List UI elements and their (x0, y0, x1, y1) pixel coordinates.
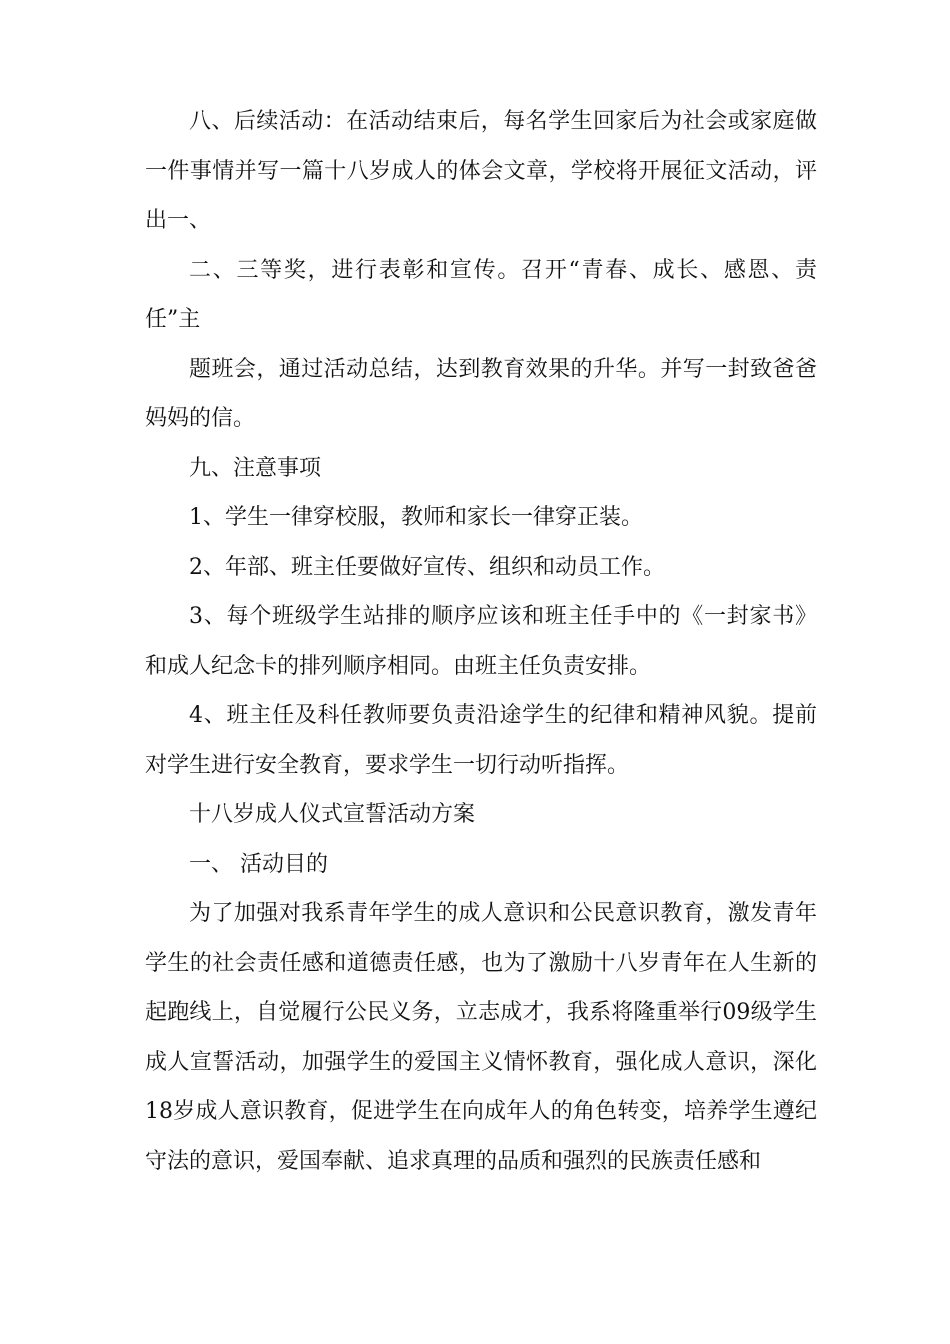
paragraph-class-meeting: 题班会，通过活动总结，达到教育效果的升华。并写一封致爸爸妈妈的信。 (145, 356, 817, 431)
paragraph-follow-up-activities: 八、后续活动：在活动结束后，每名学生回家后为社会或家庭做一件事情并写一篇十八岁成人的体会文章，学校将开展征文活动，评出一、 (145, 109, 817, 233)
paragraph-awards: 二、三等奖，进行表彰和宣传。召开“青春、成长、感恩、责任”主 (145, 257, 817, 332)
paragraph-note-2: 2、年部、班主任要做好宣传、组织和动员工作。 (189, 554, 665, 580)
document-body (145, 97, 817, 1186)
paragraph-note-1: 1、学生一律穿校服，教师和家长一律穿正装。 (189, 505, 643, 530)
heading-purpose: 一、 活动目的 (189, 851, 328, 877)
paragraph-purpose: 为了加强对我系青年学生的成人意识和公民意识教育，激发青年学生的社会责任感和道德责任感，也为了激励十八岁青年在人生新的起跑线上，自觉履行公民义务，立志成才，我系将隆重举行09级学生成人宣誓活动，加强学生的爱国主义情怀教育，强化成人意识，深化18岁成人意识教育，促进学生在向成年人的角色转变，培养学生遵纪守法的意识，爱国奉献、追求真理的品质和强烈的民族责任感和 (145, 901, 817, 1174)
heading-notes: 九、注意事项 (189, 455, 322, 481)
paragraph-note-4: 4、班主任及科任教师要负责沿途学生的纪律和精神风貌。提前对学生进行安全教育，要求学生一切行动听指挥。 (145, 703, 817, 778)
section-title: 十八岁成人仪式宣誓活动方案 (189, 802, 476, 827)
paragraph-note-3: 3、每个班级学生站排的顺序应该和班主任手中的《一封家书》和成人纪念卡的排列顺序相同。由班主任负责安排。 (145, 604, 817, 679)
